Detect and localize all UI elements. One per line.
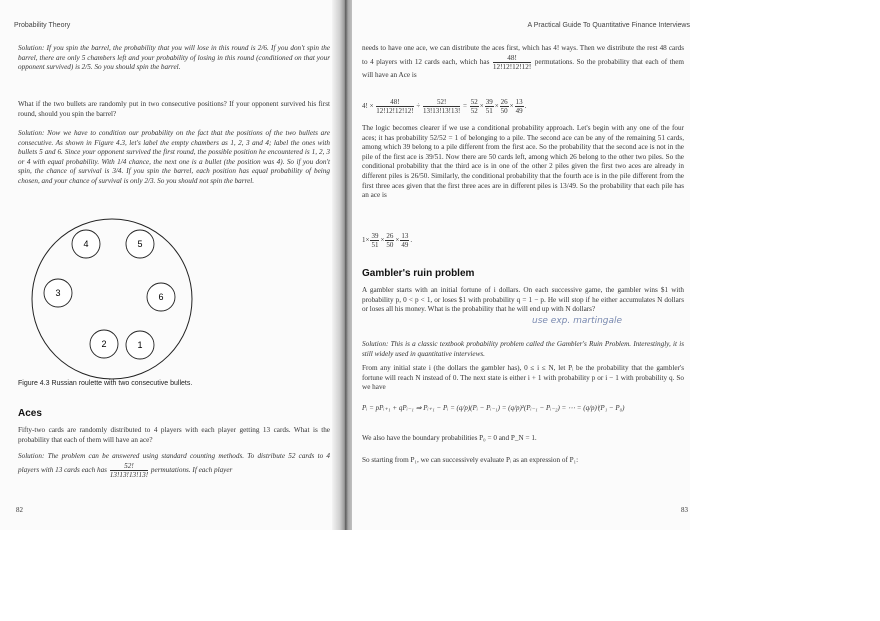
handwritten-annotation: use exp. martingale — [532, 316, 623, 326]
left-page-header: Probability Theory — [14, 22, 71, 29]
figure-caption: Figure 4.3 Russian roulette with two consecutive bullets. — [18, 380, 193, 387]
right-para-1: needs to have one ace, we can distribute the aces first, which has 4! ways. Then we distribute the rest 48 cards to 4 players with 12 cards each, which has $\frac{48!}{12!12!12!12!}$ permutations. So the probability that each of them will have an Ace is — [362, 44, 684, 79]
svg-text:6: 6 — [158, 292, 164, 302]
frac-48-over-12s: $\frac{48!}{12!12!12!12!}$ — [492, 53, 532, 71]
aces-permutation-fraction: $\frac{52!}{13!13!13!13!}$ — [109, 461, 149, 479]
right-page — [352, 0, 690, 530]
left-para-question-2: What if the two bullets are randomly put in two consecutive positions? If your opponent survived his first round, should you spin the barrel? — [18, 100, 330, 118]
chamber-1 — [126, 331, 154, 359]
chamber-5 — [126, 230, 154, 258]
aces-solution: Solution: The problem can be answered using standard counting methods. To distribute 52 cards to 4 players with 13 cards each has $\frac{52!}{13!13!13!13!}$ permutations. If each player — [18, 452, 330, 479]
right-para-conditional: The logic becomes clearer if we use a conditional probability approach. Let's begin with any one of the four aces; it has probability 52/52 = 1 of belonging to a pile. The second ace can be any of the remaining 51 cards, among which 39 belong to a pile different from the first ace. So the probability that the second ace is not in the pile of the first ace is 39/51. Now there are 50 cards left, among which 26 belong to the other two piles. So the conditional probability that the third ace is in one of the other 2 piles given the first two aces are already in different piles is 26/50. Similarly, the conditional probability that the fourth ace is in the pile different from the first three aces given that the first three aces are in different piles is 13/49. So the probability that each pile has an ace is — [362, 124, 684, 200]
right-para-boundary: We also have the boundary probabilities P₀ = 0 and P_N = 1. — [362, 434, 537, 442]
svg-text:1: 1 — [137, 340, 143, 350]
gamblers-ruin-heading: Gambler's ruin problem — [362, 268, 475, 279]
right-page-number: 83 — [681, 506, 688, 514]
right-para-states: From any initial state i (the dollars the gambler has), 0 ≤ i ≤ N, let Pᵢ be the probability that the gambler's fortune will reach N instead of 0. The next state is either i + 1 with probability p or i − 1 with probability q. So we have — [362, 364, 684, 392]
left-page-number: 82 — [16, 506, 23, 514]
svg-text:4: 4 — [83, 239, 89, 249]
roulette-figure — [28, 214, 198, 384]
right-para-evaluate: So starting from P₁, we can successively evaluate Pᵢ as an expression of P₁: — [362, 456, 579, 464]
left-page — [0, 0, 338, 530]
equation-ace-probability: 4! × $\frac{48!}{12!12!12!12!}$ ÷ $\frac{52!}{13!13!13!13!}$ = $\frac{52}{52}$ × $\frac{39}{51}$ × $\frac{26}{50}$ × $\frac{13}{49}$ . — [362, 98, 527, 115]
chamber-3 — [44, 279, 72, 307]
svg-text:2: 2 — [101, 339, 107, 349]
aces-question: Fifty-two cards are randomly distributed to 4 players with each player getting 13 cards. What is the probability that each of them will have an ace? — [18, 426, 330, 444]
svg-text:5: 5 — [137, 239, 143, 249]
chamber-4 — [72, 230, 100, 258]
chamber-2 — [90, 330, 118, 358]
left-para-solution-2: Solution: Now we have to condition our probability on the fact that the positions of the two bullets are consecutive. As shown in Figure 4.3, let's label the empty chambers as 1, 2, 3 and 4; label the ones with bullets 5 and 6. Since your opponent survived the first round, the possible position he encountered is 1, 2, 3 or 4 with equal probability. With 1/4 chance, the next one is a bullet (the position was 4). So if you don't spin, the chance of survival is 3/4. If you spin the barrel, each position has equal probability of being chosen, and your chance of survival is only 2/3. So you should not spin the barrel. — [18, 129, 330, 185]
equation-recursion: Pᵢ = pPᵢ₊₁ + qPᵢ₋₁ ⇒ Pᵢ₊₁ − Pᵢ = (q/p)(Pᵢ − Pᵢ₋₁) = (q/p)²(Pᵢ₋₁ − Pᵢ₋₂) = ⋯ = (q/p)ⁱ(P₁ − P₀) — [362, 404, 625, 412]
equation-conditional: 1× $\frac{39}{51}$ × $\frac{26}{50}$ × $\frac{13}{49}$ . — [362, 232, 413, 249]
aces-heading: Aces — [18, 408, 42, 419]
svg-text:3: 3 — [55, 288, 61, 298]
right-page-header: A Practical Guide To Quantitative Finance Interviews — [527, 22, 690, 29]
chamber-6 — [147, 283, 175, 311]
left-para-solution-1: Solution: If you spin the barrel, the probability that you will lose in this round is 2/6. If you don't spin the barrel, there are only 5 chambers left and your probability of losing in this round (conditioned on that your opponent survived) is 2/5. So you should spin the barrel. — [18, 44, 330, 72]
gamblers-ruin-solution: Solution: This is a classic textbook probability problem called the Gambler's Ruin Problem. Interestingly, it is still widely used in quantitative interviews. — [362, 340, 684, 358]
gamblers-ruin-question: A gambler starts with an initial fortune of i dollars. On each successive game, the gambler wins $1 with probability p, 0 < p < 1, or loses $1 with probability q = 1 − p. He will stop if he either accumulates N dollars or loses all his money. What is the probability that he will end up with N dollars? — [362, 286, 684, 314]
